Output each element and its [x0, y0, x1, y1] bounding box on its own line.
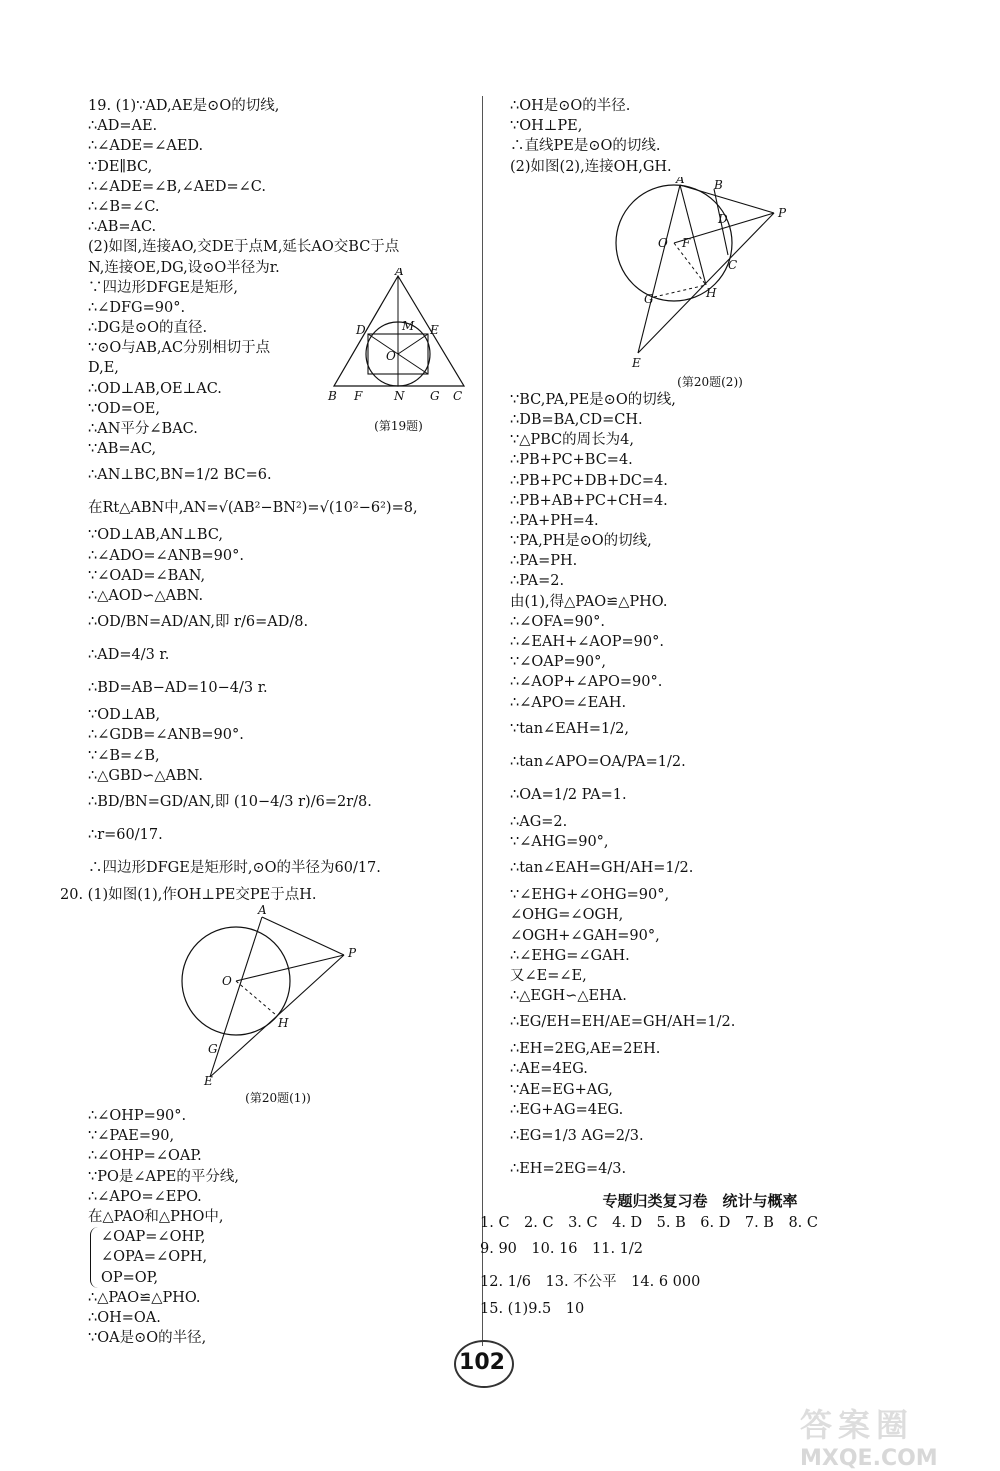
watermark-logo-text: 答案圈 [800, 1406, 915, 1444]
text-line: ∴AE=4EG. [510, 1061, 588, 1078]
svg-text:F: F [354, 388, 363, 403]
text-line: 由(1),得△PAO≌△PHO. [510, 593, 668, 610]
text-line: ∵∠PAE=90, [88, 1128, 175, 1145]
text-line: ∴PB+PC+DB+DC=4. [510, 472, 668, 489]
text-line: ∵△PBC的周长为4, [510, 432, 634, 449]
svg-text:A: A [676, 176, 685, 186]
text-line: ∴△AOD∽△ABN. [88, 587, 204, 604]
text-line: (2)如图,连接AO,交DE于点M,延长AO交BC于点 [88, 239, 400, 256]
figure-20-1 [178, 905, 378, 1106]
text-line: ∴DG是⊙O的直径. [88, 320, 208, 337]
text-line: ∴DB=BA,CD=CH. [510, 411, 643, 428]
svg-text:H: H [278, 1016, 289, 1031]
text-line: ∴EG/EH=EH/AE=GH/AH=1/2. [510, 1014, 736, 1031]
text-line: D,E, [88, 360, 119, 377]
text-line: ∴直线PE是⊙O的切线. [510, 138, 661, 155]
text-line: ∴tan∠APO=OA/PA=1/2. [510, 753, 686, 770]
text-line: ∴r=60/17. [88, 826, 163, 843]
text-line: ∵PA,PH是⊙O的切线, [510, 533, 652, 550]
text-line: ∴AN⊥BC,BN=1/2 BC=6. [88, 467, 272, 484]
text-line: ∵AB=AC, [88, 441, 157, 458]
svg-text:C: C [453, 388, 463, 403]
text-line: ∴∠EAH+∠AOP=90°. [510, 634, 664, 650]
text-line: ∠OAP=∠OHP, [101, 1229, 206, 1246]
text-line: ∴∠OHP=∠OAP. [88, 1148, 202, 1165]
text-line: 在△PAO和△PHO中, [88, 1209, 224, 1225]
svg-text:B: B [714, 177, 723, 192]
svg-text:A: A [395, 267, 404, 278]
text-line: ∴OH=OA. [88, 1309, 161, 1326]
text-line: 20. (1)如图(1),作OH⊥PE交PE于点H. [60, 886, 317, 903]
text-line: ∵⊙O与AB,AC分别相切于点 [88, 340, 271, 357]
text-line: ∵四边形DFGE是矩形, [88, 279, 238, 296]
text-line: ∵OH⊥PE, [510, 118, 583, 135]
text-line: ∴EG=1/3 AG=2/3. [510, 1128, 644, 1144]
text-line: ∴BD=AB−AD=10−4/3 r. [88, 680, 268, 697]
text-line: ∴tan∠EAH=GH/AH=1/2. [510, 860, 694, 877]
text-line: ∴EH=2EG,AE=2EH. [510, 1041, 661, 1058]
figure-20-1-diagram [178, 905, 368, 1085]
svg-text:O: O [386, 348, 396, 363]
watermark-url: MXQE.COM [800, 1446, 938, 1471]
svg-text:N: N [394, 388, 405, 403]
text-line: ∴BD/BN=GD/AN,即 (10−4/3 r)/6=2r/8. [88, 793, 372, 810]
figure-20-1-caption: (第20题(1)) [245, 1091, 311, 1106]
figure-19-caption: (第19题) [374, 418, 423, 433]
text-line: ∴∠ADO=∠ANB=90°. [88, 547, 244, 564]
svg-text:C: C [728, 257, 738, 272]
text-line: ∵∠AHG=90°, [510, 833, 609, 850]
figure-19 [326, 268, 471, 434]
text-line: ∴∠B=∠C. [88, 198, 160, 215]
congruence-conditions [90, 1227, 466, 1288]
text-line: N,连接OE,DG,设⊙O半径为r. [88, 259, 280, 276]
svg-text:G: G [644, 291, 654, 306]
left-column [60, 96, 466, 1348]
text-line: ∴∠APO=∠EAH. [510, 694, 627, 711]
text-line: ∠OHG=∠OGH, [510, 907, 624, 924]
text-line: ∵PO是∠APE的平分线, [88, 1168, 239, 1185]
text-line: ∴△PAO≌△PHO. [88, 1289, 201, 1306]
answer-list [480, 1213, 890, 1319]
text-line: ∵∠OAP=90°, [510, 654, 606, 671]
svg-text:G: G [430, 388, 440, 403]
text-line: ∴EG+AG=4EG. [510, 1101, 624, 1118]
text-line: ∴OD/BN=AD/AN,即 r/6=AD/8. [88, 614, 309, 631]
text-line: ∴AB=AC. [88, 219, 157, 236]
text-line: 19. (1)∵AD,AE是⊙O的切线, [88, 98, 280, 114]
text-line: ∴AD=4/3 r. [88, 647, 170, 664]
text-line: ∵OD=OE, [88, 400, 160, 417]
text-line: ∵tan∠EAH=1/2, [510, 720, 629, 737]
page-number [450, 1338, 514, 1388]
text-line: ∴AG=2. [510, 813, 568, 830]
text-line: ∴AD=AE. [88, 118, 158, 135]
svg-text:M: M [402, 318, 415, 333]
svg-text:P: P [348, 946, 357, 961]
text-line: ∴PA=2. [510, 573, 565, 590]
watermark [800, 1400, 995, 1471]
text-line: ∴∠OHP=90°. [88, 1108, 187, 1125]
svg-text:E: E [430, 322, 439, 337]
svg-text:O: O [658, 235, 668, 250]
text-line: ∴PA=PH. [510, 553, 578, 570]
svg-text:D: D [356, 322, 366, 337]
text-line: ∠OPA=∠OPH, [101, 1249, 208, 1266]
answer-line: 12. 1/6 13. 不公平 14. 6 000 [480, 1274, 701, 1291]
text-line: ∵∠OAD=∠BAN, [88, 567, 206, 584]
svg-text:A: A [258, 905, 267, 918]
svg-text:P: P [778, 205, 787, 220]
text-line: 又∠E=∠E, [510, 967, 587, 984]
text-line: ∴∠APO=∠EPO. [88, 1188, 202, 1205]
text-line: ∴OD⊥AB,OE⊥AC. [88, 380, 222, 397]
svg-text:B: B [328, 388, 337, 403]
text-line: ∴∠ADE=∠B,∠AED=∠C. [88, 178, 266, 195]
text-line: ∵AE=EG+AG, [510, 1081, 613, 1098]
text-line: ∴OA=1/2 PA=1. [510, 786, 627, 803]
text-line: (2)如图(2),连接OH,GH. [510, 158, 672, 175]
text-line: ∵DE∥BC, [88, 158, 153, 175]
svg-text:F: F [682, 235, 691, 250]
text-line: ∴EH=2EG=4/3. [510, 1161, 627, 1177]
text-line: ∵OA是⊙O的半径, [88, 1330, 207, 1347]
right-column [480, 96, 890, 1319]
text-line: ∵∠B=∠B, [88, 747, 160, 764]
figure-20-2-diagram [610, 177, 800, 369]
text-line: ∴∠DFG=90°. [88, 299, 186, 316]
text-line: 在Rt△ABN中,AN=√(AB²−BN²)=√(10²−6²)=8, [88, 500, 418, 517]
text-line: ∵OD⊥AB,AN⊥BC, [88, 527, 224, 544]
answer-line: 15. (1)9.5 10 [480, 1301, 585, 1318]
text-line: ∴PB+AB+PC+CH=4. [510, 492, 668, 509]
section-title: 专题归类复习卷 统计与概率 [602, 1192, 798, 1210]
text-line: ∴OH是⊙O的半径. [510, 98, 631, 114]
svg-text:E: E [204, 1074, 213, 1086]
text-line: ∴∠ADE=∠AED. [88, 138, 204, 155]
text-line: ∴△GBD∽△ABN. [88, 767, 204, 784]
answer-line: 9. 90 10. 16 11. 1/2 [480, 1241, 644, 1258]
text-line: ∴PB+PC+BC=4. [510, 452, 633, 469]
svg-text:H: H [706, 285, 717, 300]
figure-20-2 [610, 177, 810, 390]
text-line: ∴∠AOP+∠APO=90°. [510, 674, 663, 691]
text-line: ∵OD⊥AB, [88, 707, 161, 724]
page-number-text: 102 [459, 1350, 505, 1375]
figure-19-diagram [326, 268, 471, 413]
text-line: ∠OGH+∠GAH=90°, [510, 927, 660, 944]
text-line: ∴△EGH∽△EHA. [510, 988, 627, 1005]
text-line: ∴AN平分∠BAC. [88, 421, 198, 437]
column-divider [482, 96, 483, 1346]
svg-text:O: O [222, 974, 232, 989]
svg-text:D: D [718, 211, 728, 226]
svg-text:E: E [632, 355, 641, 369]
text-line: ∴∠GDB=∠ANB=90°. [88, 727, 244, 744]
text-line: ∴∠EHG=∠GAH. [510, 947, 630, 964]
text-line: ∴∠OFA=90°. [510, 613, 605, 630]
text-line: ∵∠EHG+∠OHG=90°, [510, 887, 670, 904]
text-line: ∴PA+PH=4. [510, 512, 599, 529]
text-line: ∴四边形DFGE是矩形时,⊙O的半径为60/17. [88, 859, 381, 876]
svg-text:G: G [208, 1042, 218, 1057]
figure-20-2-caption: (第20题(2)) [677, 374, 743, 389]
answer-line: 1. C 2. C 3. C 4. D 5. B 6. D 7. B 8. C [480, 1215, 818, 1231]
text-line: ∵BC,PA,PE是⊙O的切线, [510, 391, 676, 408]
text-line: OP=OP, [101, 1269, 159, 1286]
